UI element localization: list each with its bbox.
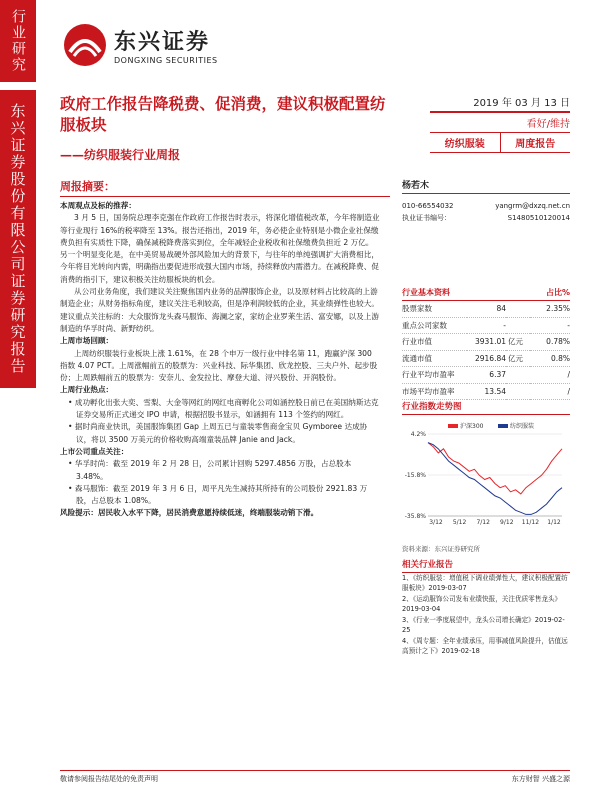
section-heading: 上周市场回顾： <box>60 336 114 346</box>
summary-body <box>60 200 380 520</box>
section-heading: 本周观点及标的推荐： <box>60 201 136 210</box>
company-logo <box>62 22 218 68</box>
sidebar <box>0 0 36 800</box>
pct-label: 占比% <box>545 288 570 297</box>
y-tick-label: 4.2% <box>410 431 426 438</box>
legend-label: 沪深300 <box>460 423 484 430</box>
basic-row <box>402 383 570 400</box>
logo-cn: 东兴证券 <box>114 30 211 55</box>
related-reports <box>402 574 570 658</box>
disclaimer: 敬请参阅报告结尾处的免责声明 <box>60 775 158 783</box>
cert-label: 执业证书编号： <box>402 214 451 222</box>
slogan: 东方财智 兴盛之源 <box>511 775 570 783</box>
basic-cell-value: 2916.84 <box>467 350 506 367</box>
basic-cell-label: 股票家数 <box>402 301 467 317</box>
paragraph: 上周纺织服装行业板块上涨 1.61%，在 28 个申万一级行业中排名第 11，跑赢沪深 300 指数 4.07 PCT。上周涨幅前五的股票为：兴业科技、际华集团、欣龙控股、三夫户外、起步股份；上周跌幅前五的股票为：安奈儿、金发拉比、摩登大道、浔兴股份、开润股份。 <box>60 348 378 383</box>
paragraph: 从公司业务角度，我们建议关注聚焦国内业务的品牌服饰企业，以及原材料占比较高的上游制造企业；从财务指标角度，建议关注毛利较高，但是净利润较低的企业，其业绩弹性也较大。建议重点关注标的：大众服饰龙头森马服饰、海澜之家，家纺企业罗莱生活、富安娜，以及上游制造的华孚时尚、新野纺织。 <box>60 287 379 333</box>
basic-cell-pct: 0.8% <box>530 350 570 367</box>
y-tick-label: -15.8% <box>404 472 426 479</box>
tag-type: 周度报告 <box>515 139 556 150</box>
tags <box>430 133 570 153</box>
basic-cell-unit <box>506 317 530 334</box>
index-trend-chart <box>402 416 570 528</box>
basic-row <box>402 317 570 334</box>
basic-cell-pct: - <box>530 317 570 334</box>
basic-cell-pct: / <box>530 383 570 400</box>
basic-cell-unit <box>506 301 530 317</box>
y-tick-label: -35.8% <box>404 513 426 520</box>
related-report-item: 3、《行业一季度展望中，龙头公司增长确定》2019-02-25 <box>402 616 565 634</box>
report-title: 政府工作报告降税费、促消费，建议积极配置纺服板块 <box>60 95 386 134</box>
analyst-phone: 010-66554032 <box>402 202 454 210</box>
trend-heading: 行业指数走势图 <box>402 400 570 415</box>
analyst-email: yangrm@dxzq.net.cn <box>495 202 570 210</box>
related-report-item: 1、《纺织服装：增值税下调业绩弹性大，建议积极配置纺服板块》2019-03-07 <box>402 574 568 592</box>
basic-cell-value: - <box>467 317 506 334</box>
report-subtitle: ——纺织服装行业周报 <box>60 148 181 162</box>
bullet-item: • 据时尚商业快讯，美国服饰集团 Gap 上周五已与童装零售商金宝贝 Gymboree 达成协议，将以 3500 万美元的价格收购高端童装品牌 Janie and Jack。 <box>68 422 368 444</box>
basic-cell-unit: 亿元 <box>506 334 530 351</box>
tag-industry: 纺织服装 <box>430 133 501 152</box>
analyst-name: 杨若木 <box>402 178 570 194</box>
x-tick-label: 1/12 <box>547 519 561 526</box>
x-tick-label: 3/12 <box>429 519 443 526</box>
x-tick-label: 7/12 <box>476 519 490 526</box>
basic-cell-label: 行业平均市盈率 <box>402 367 467 384</box>
report-date: 2019 年 03 月 13 日 <box>430 94 570 113</box>
x-tick-label: 5/12 <box>452 519 467 526</box>
x-tick-label: 9/12 <box>500 519 514 526</box>
basic-cell-unit <box>506 367 530 384</box>
legend-label: 纺织服装 <box>510 423 535 430</box>
logo-en: DONGXING SECURITIES <box>114 56 218 65</box>
basic-cell-label: 重点公司家数 <box>402 317 467 334</box>
series-line-0 <box>428 443 562 494</box>
legend-swatch <box>448 424 458 428</box>
basic-cell-pct: 2.35% <box>530 301 570 317</box>
basic-row <box>402 367 570 384</box>
logo-icon <box>62 22 108 68</box>
summary-heading: 周报摘要： <box>60 178 390 197</box>
series-line-1 <box>428 443 562 515</box>
paragraph: 3 月 5 日，国务院总理李克强在作政府工作报告时表示，将深化增值税改革，今年将制造业等行业现行 16%的税率降至 13%。报告还指出，2019 年，务必使企业特别是小微企业社保缴费负担有实质性下降，确保减税降费落实到位，全年减轻企业税收和社保缴费负担近 2 万亿。另一个明显变化是，在中美贸易战硬外部风险加大的背景下，与往年的单纯强调扩大消费相比，今年将目光转向内需，明确指出要促进形成强大国内市场，持续释放内需潜力。在减税降费、促消费的指引下，建议积极关注纺服板块的机会。 <box>60 213 380 284</box>
basic-cell-pct: 0.78% <box>530 334 570 351</box>
risk-note: 风险提示：居民收入水平下降，居民消费意愿持续低迷，终端服装动销下滑。 <box>60 508 319 518</box>
basic-cell-unit <box>506 383 530 400</box>
basic-cell-value: 13.54 <box>467 383 506 400</box>
rating: 看好/维持 <box>430 113 570 133</box>
basic-cell-label: 流通市值 <box>402 350 467 367</box>
legend-swatch <box>498 424 508 428</box>
sidebar-category: 行业研究 <box>0 0 36 82</box>
basic-cell-label: 市场平均市盈率 <box>402 383 467 400</box>
basic-cell-label: 行业市值 <box>402 334 467 351</box>
section-heading: 上市公司重点关注： <box>60 446 129 456</box>
footer <box>60 770 570 784</box>
basic-cell-value: 6.37 <box>467 367 506 384</box>
chart-source: 资料来源：东兴证券研究所 <box>402 545 480 553</box>
bullet-item: • 森马服饰：截至 2019 年 3 月 6 日，周平凡先生减持其所持有的公司股份 2921.83 万股，占总股本 1.08%。 <box>68 483 368 506</box>
basic-cell-value: 3931.01 <box>467 334 506 351</box>
x-tick-label: 11/12 <box>521 519 540 526</box>
basic-row <box>402 301 570 317</box>
basic-cell-pct: / <box>530 367 570 384</box>
bullet-item: • 成功孵化出张大奕、雪梨、大金等网红的网红电商孵化公司如涵控股日前已在美国纳斯达克证券交易所正式递交 IPO 申请，根据招股书显示，如涵拥有 113 个签约的网红。 <box>68 397 379 420</box>
sidebar-company: 东兴证券股份有限公司证券研究报告 <box>0 90 36 388</box>
basic-cell-unit: 亿元 <box>506 350 530 367</box>
basic-title: 行业基本资料 <box>402 288 450 297</box>
header-box <box>430 94 570 153</box>
basic-cell-value: 84 <box>467 301 506 317</box>
section-heading: 上周行业热点： <box>60 385 114 395</box>
related-report-item: 4、《周专题：全年业绩承压，用事减值风险提升，估值远高预计之下》2019-02-18 <box>402 637 568 655</box>
basic-row <box>402 350 570 367</box>
cert-number: S1480510120014 <box>507 214 570 222</box>
bullet-item: • 华孚时尚：截至 2019 年 2 月 28 日，公司累计回购 5297.4856 万股，占总股本 3.48%。 <box>68 459 352 481</box>
analyst-info <box>402 178 570 224</box>
related-heading: 相关行业报告 <box>402 558 570 573</box>
basic-row <box>402 334 570 351</box>
related-report-item: 2、《运动服饰公司发布业绩快报，关注优质零售龙头》2019-03-04 <box>402 595 562 613</box>
industry-basic-table <box>402 287 570 400</box>
